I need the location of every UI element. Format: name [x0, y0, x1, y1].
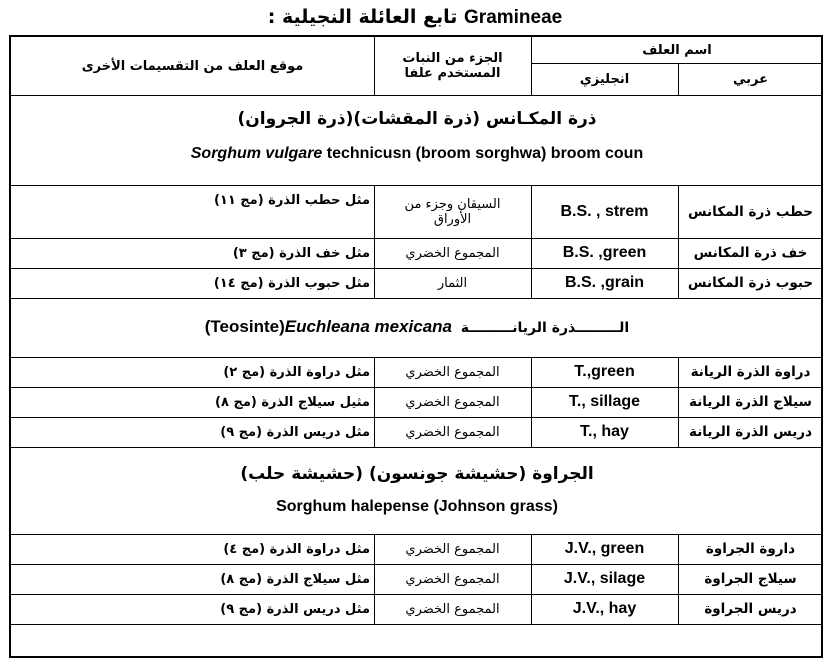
section-1-title-latin	[11, 139, 823, 169]
table-row-en-name: B.S. , strem	[560, 202, 649, 220]
header-arabic: عربي	[733, 71, 769, 87]
section-1-title-arabic: ذرة المكـانس (ذرة المقشات)(ذرة الجروان)	[237, 109, 597, 129]
page-title	[0, 2, 830, 32]
table-row-plant-part: السيقان وجزء من الأوراق	[404, 196, 501, 227]
table-row-en-name: B.S. ,grain	[564, 274, 645, 291]
section-2-title	[11, 312, 823, 342]
header-english: انجليزي	[579, 71, 630, 87]
table-row-plant-part: المجموع الخضري	[405, 394, 500, 410]
table-row-plant-part: المجموع الخضري	[405, 541, 500, 557]
table-row-en-name: J.V., silage	[563, 570, 646, 587]
table-row-plant-part: المجموع الخضري	[405, 364, 500, 380]
section-1-latin-rest: technicusn (broom sorghwa) broom coun	[322, 145, 644, 162]
table-row-plant-part: المجموع الخضري	[405, 245, 500, 261]
page-title-latin: Gramineae	[464, 7, 563, 28]
table-row-location: مثل دريس الذرة (مج ٩)	[220, 601, 370, 617]
table-row-ar-name: داروة الجراوة	[705, 541, 796, 557]
table-row-location: مثل حطب الذرة (مج ١١)	[213, 192, 370, 208]
section-2-latin-prefix: (Teosinte)	[204, 317, 285, 336]
table-row-ar-name: دراوة الذرة الريانة	[690, 364, 811, 380]
table-row-en-name: T.,green	[574, 363, 635, 380]
table-row-ar-name: خف ذرة المكانس	[693, 245, 808, 261]
section-3-title-latin: Sorghum halepense (Johnson grass)	[276, 498, 558, 515]
table-row-location: مثيل سيلاج الذرة (مج ٨)	[215, 394, 370, 410]
table-row-location: مثل حبوب الذرة (مج ١٤)	[213, 275, 370, 291]
table-row-ar-name: دريس الجراوة	[704, 601, 797, 617]
section-2-latin-italic: Euchleana mexicana	[284, 317, 452, 336]
table-row-ar-name: حبوب ذرة المكانس	[687, 275, 814, 291]
table-row-location: مثل دريس الذرة (مج ٩)	[220, 424, 370, 440]
table-row-en-name: T., hay	[580, 423, 629, 440]
table-row-en-name: J.V., green	[564, 540, 645, 557]
section-3-title-arabic: الجراوة (حشيشة جونسون) (حشيشة حلب)	[240, 464, 594, 484]
table-row-plant-part: الثمار	[437, 275, 468, 291]
section-1-latin-italic: Sorghum vulgare	[190, 145, 323, 162]
table-row-ar-name: حطب ذرة المكانس	[687, 203, 814, 220]
table-row-plant-part: المجموع الخضري	[405, 571, 500, 587]
table-row-location: مثل دراوة الذرة (مج ٤)	[223, 541, 370, 557]
page-title-arabic: تابع العائلة النجيلية :	[267, 6, 458, 28]
header-location: موقع العلف من التقسيمات الأخرى	[81, 58, 304, 74]
table-row-location: مثل دراوة الذرة (مج ٢)	[223, 364, 370, 380]
table-row-location: مثل خف الذرة (مج ٣)	[232, 245, 370, 261]
feed-table	[9, 35, 823, 658]
table-row-ar-name: سيلاج الذرة الريانة	[689, 394, 812, 410]
table-row-ar-name: دريس الذرة الريانة	[689, 424, 812, 440]
table-row-plant-part: المجموع الخضري	[405, 424, 500, 440]
table-row-location: مثل سيلاج الذرة (مج ٨)	[220, 571, 370, 587]
table-row-plant-part: المجموع الخضري	[405, 601, 500, 617]
table-row-en-name: J.V., hay	[572, 600, 637, 617]
header-plant-part: الجزء من النبات المستخدم علفا	[402, 51, 503, 81]
header-feed-name: اسم العلف	[642, 42, 712, 58]
table-row-en-name: B.S. ,green	[562, 244, 647, 261]
table-row-ar-name: سيلاج الجراوة	[704, 571, 797, 587]
table-row-en-name: T., sillage	[568, 393, 641, 410]
section-2-title-arabic: الـــــــــذرة الريانـــــــــة	[460, 320, 630, 336]
